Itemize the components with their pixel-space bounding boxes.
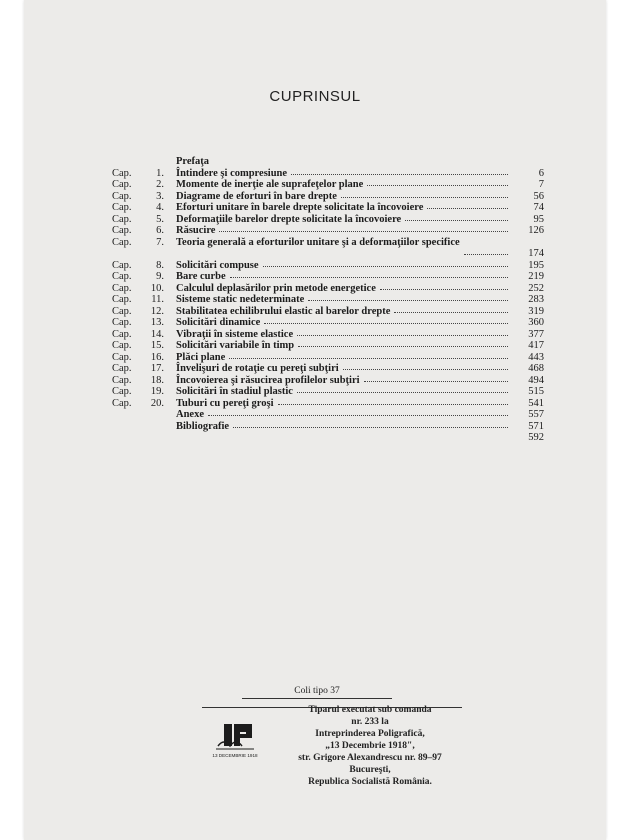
toc-page-number: 95 — [533, 213, 544, 225]
toc-page-number: 468 — [528, 363, 544, 374]
printer-logo-icon — [210, 716, 260, 760]
toc-chapter-title: Sisteme static nedeterminate — [176, 294, 305, 305]
table-of-contents — [112, 156, 544, 444]
toc-chapter-number: 20. — [150, 397, 164, 409]
toc-chapter-number: 4. — [156, 202, 164, 213]
toc-chapter-number: 11. — [151, 294, 164, 305]
toc-cap-label: Cap. — [112, 305, 132, 317]
toc-entry — [112, 237, 544, 260]
toc-leader-dots — [394, 312, 508, 313]
toc-chapter-title: Deformaţiile barelor drepte solicitate la încovoiere — [176, 213, 402, 225]
toc-cap-label: Cap. — [112, 259, 132, 271]
imprint-line: nr. 233 la — [351, 717, 389, 727]
toc-cap-label: Cap. — [112, 351, 132, 363]
toc-leader-dots — [380, 289, 508, 290]
toc-cap-label: Cap. — [112, 271, 132, 282]
toc-page-number: 592 — [528, 432, 544, 443]
toc-cap-label: Cap. — [112, 363, 132, 374]
toc-cap-label: Cap. — [112, 225, 132, 236]
toc-leader-dots — [278, 404, 508, 405]
toc-leader-dots — [208, 415, 508, 416]
toc-entry — [112, 168, 544, 180]
toc-entry — [112, 398, 544, 410]
toc-leader-dots — [233, 427, 508, 428]
toc-chapter-number: 12. — [150, 305, 164, 317]
toc-chapter-title: Momente de inerţie ale suprafeţelor plane — [176, 179, 364, 190]
toc-entry — [112, 386, 544, 398]
toc-cap-label: Cap. — [112, 397, 132, 409]
toc-entry — [112, 409, 544, 421]
imprint-lines — [270, 704, 470, 788]
toc-leader-dots — [427, 208, 508, 209]
toc-cap-label: Cap. — [112, 213, 132, 225]
toc-chapter-number: 1. — [156, 167, 164, 179]
toc-page-number: 360 — [528, 317, 544, 328]
toc-entry — [112, 363, 544, 375]
toc-chapter-number: 3. — [156, 190, 164, 202]
toc-entry — [112, 202, 544, 214]
toc-chapter-number: 9. — [156, 271, 164, 282]
imprint-line: Bucureşti, — [349, 765, 391, 775]
toc-chapter-title: Diagrame de eforturi în bare drepte — [176, 190, 337, 202]
toc-chapter-number: 10. — [150, 282, 164, 294]
toc-chapter-title: Solicitări compuse — [176, 259, 259, 271]
toc-leader-dots — [343, 369, 508, 370]
toc-page-number: 515 — [528, 386, 544, 397]
toc-cap-label: Cap. — [112, 190, 132, 202]
toc-entry — [112, 260, 544, 272]
toc-chapter-title: Bare curbe — [176, 271, 226, 282]
toc-page-number: 6 — [538, 167, 544, 179]
toc-cap-label: Cap. — [112, 179, 132, 190]
toc-cap-label: Cap. — [112, 202, 132, 213]
toc-page-number: 377 — [528, 328, 544, 340]
page-title: CUPRINSUL — [269, 88, 361, 105]
toc-page-number: 571 — [528, 420, 544, 432]
toc-chapter-title: Calculul deplasărilor prin metode energetice — [176, 282, 376, 294]
toc-cap-label: Cap. — [112, 374, 132, 386]
toc-page-number: 443 — [528, 351, 544, 363]
toc-page-number: 252 — [528, 282, 544, 294]
toc-chapter-title: Prefaţa — [176, 156, 210, 167]
toc-cap-label: Cap. — [112, 340, 132, 351]
toc-entry — [112, 375, 544, 387]
toc-entry — [112, 421, 544, 433]
imprint-line: Tiparul executat sub comanda — [308, 705, 432, 715]
toc-chapter-title: Teoria generală a eforturilor unitare şi a deformaţiilor specifice — [176, 236, 460, 248]
imprint-line: Intreprinderea Poligrafică, — [315, 729, 425, 739]
toc-page-number: 494 — [528, 374, 544, 386]
toc-cap-label: Cap. — [112, 236, 132, 248]
printer-imprint — [202, 686, 462, 787]
toc-chapter-number: 7. — [156, 236, 164, 248]
toc-chapter-number: 13. — [150, 317, 164, 328]
toc-cap-label: Cap. — [112, 167, 132, 179]
toc-page-number: 174 — [528, 248, 544, 259]
toc-leader-dots — [405, 220, 508, 221]
toc-page-number: 557 — [528, 409, 544, 420]
toc-chapter-title: Stabilitatea echilibrului elastic al barelor drepte — [176, 305, 391, 317]
toc-chapter-number: 2. — [156, 179, 164, 190]
toc-leader-dots — [229, 358, 508, 359]
toc-cap-label: Cap. — [112, 282, 132, 294]
toc-leader-dots — [308, 300, 508, 301]
toc-cap-label: Cap. — [112, 317, 132, 328]
toc-page-number: 195 — [528, 259, 544, 271]
toc-leader-dots — [263, 266, 508, 267]
toc-entry — [112, 294, 544, 306]
toc-cap-label: Cap. — [112, 294, 132, 305]
toc-leader-dots — [367, 185, 508, 186]
toc-page-number: 74 — [533, 202, 544, 213]
toc-leader-dots — [364, 381, 508, 382]
toc-page-number: 417 — [528, 340, 544, 351]
toc-chapter-number: 14. — [150, 328, 164, 340]
toc-leader-dots — [297, 335, 508, 336]
toc-entry — [112, 179, 544, 191]
toc-leader-dots — [230, 277, 508, 278]
toc-leader-dots — [298, 346, 508, 347]
toc-chapter-title: Încovoierea şi răsucirea profilelor subţiri — [176, 374, 360, 386]
toc-entry — [112, 271, 544, 283]
toc-entry — [112, 214, 544, 226]
toc-page-number: 283 — [528, 294, 544, 305]
toc-chapter-title: Plăci plane — [176, 351, 226, 363]
toc-chapter-title: Vibraţii în sisteme elastice — [176, 328, 294, 340]
imprint-line: Republica Socialistă România. — [308, 777, 432, 787]
toc-entry — [112, 225, 544, 237]
toc-chapter-title: Întindere şi compresiune — [176, 167, 288, 179]
toc-entry — [112, 352, 544, 364]
toc-chapter-title: Eforturi unitare în barele drepte solicitate la încovoiere — [176, 202, 424, 213]
toc-leader-dots — [297, 392, 508, 393]
toc-page-number: 319 — [528, 305, 544, 317]
toc-chapter-number: 19. — [150, 386, 164, 397]
toc-chapter-number: 5. — [156, 213, 164, 225]
toc-leader-dots — [464, 254, 508, 255]
toc-chapter-title: Răsucire — [176, 225, 216, 236]
toc-entry — [112, 317, 544, 329]
toc-chapter-title: Învelişuri de rotaţie cu pereţi subţiri — [176, 363, 339, 374]
coli-tipo: Coli tipo 37 — [242, 686, 392, 699]
toc-chapter-title: Bibliografie — [176, 420, 230, 432]
toc-chapter-title: Anexe — [176, 409, 204, 420]
book-page — [24, 0, 606, 840]
toc-entry — [112, 191, 544, 203]
toc-entry — [112, 283, 544, 295]
toc-page-number: 541 — [528, 397, 544, 409]
toc-leader-dots — [219, 231, 508, 232]
toc-entry — [112, 156, 544, 168]
toc-leader-dots — [341, 197, 508, 198]
logo-caption: 13 DECEMBRIE 1918 — [212, 753, 258, 758]
toc-page-number: 219 — [528, 271, 544, 282]
toc-leader-dots — [264, 323, 508, 324]
toc-leader-dots — [291, 174, 508, 175]
imprint-line: str. Grigore Alexandrescu nr. 89–97 — [298, 753, 442, 763]
toc-chapter-number: 17. — [150, 363, 164, 374]
toc-page-number: 56 — [533, 190, 544, 202]
toc-page-number: 126 — [528, 225, 544, 236]
toc-chapter-title: Solicitări în stadiul plastic — [176, 386, 293, 397]
toc-entry — [112, 306, 544, 318]
toc-chapter-number: 16. — [150, 351, 164, 363]
toc-chapter-title: Solicitări dinamice — [176, 317, 261, 328]
toc-chapter-number: 18. — [150, 374, 164, 386]
toc-cap-label: Cap. — [112, 328, 132, 340]
toc-entry — [112, 340, 544, 352]
toc-entry — [112, 329, 544, 341]
imprint-line: „13 Decembrie 1918", — [325, 741, 415, 751]
toc-chapter-title: Tuburi cu pereţi groşi — [176, 397, 274, 409]
toc-page-number: 7 — [538, 179, 544, 190]
toc-chapter-title: Solicitări variabile în timp — [176, 340, 295, 351]
toc-chapter-number: 15. — [150, 340, 164, 351]
toc-chapter-number: 8. — [156, 259, 164, 271]
toc-entry — [112, 432, 544, 444]
toc-chapter-number: 6. — [156, 225, 164, 236]
toc-cap-label: Cap. — [112, 386, 132, 397]
